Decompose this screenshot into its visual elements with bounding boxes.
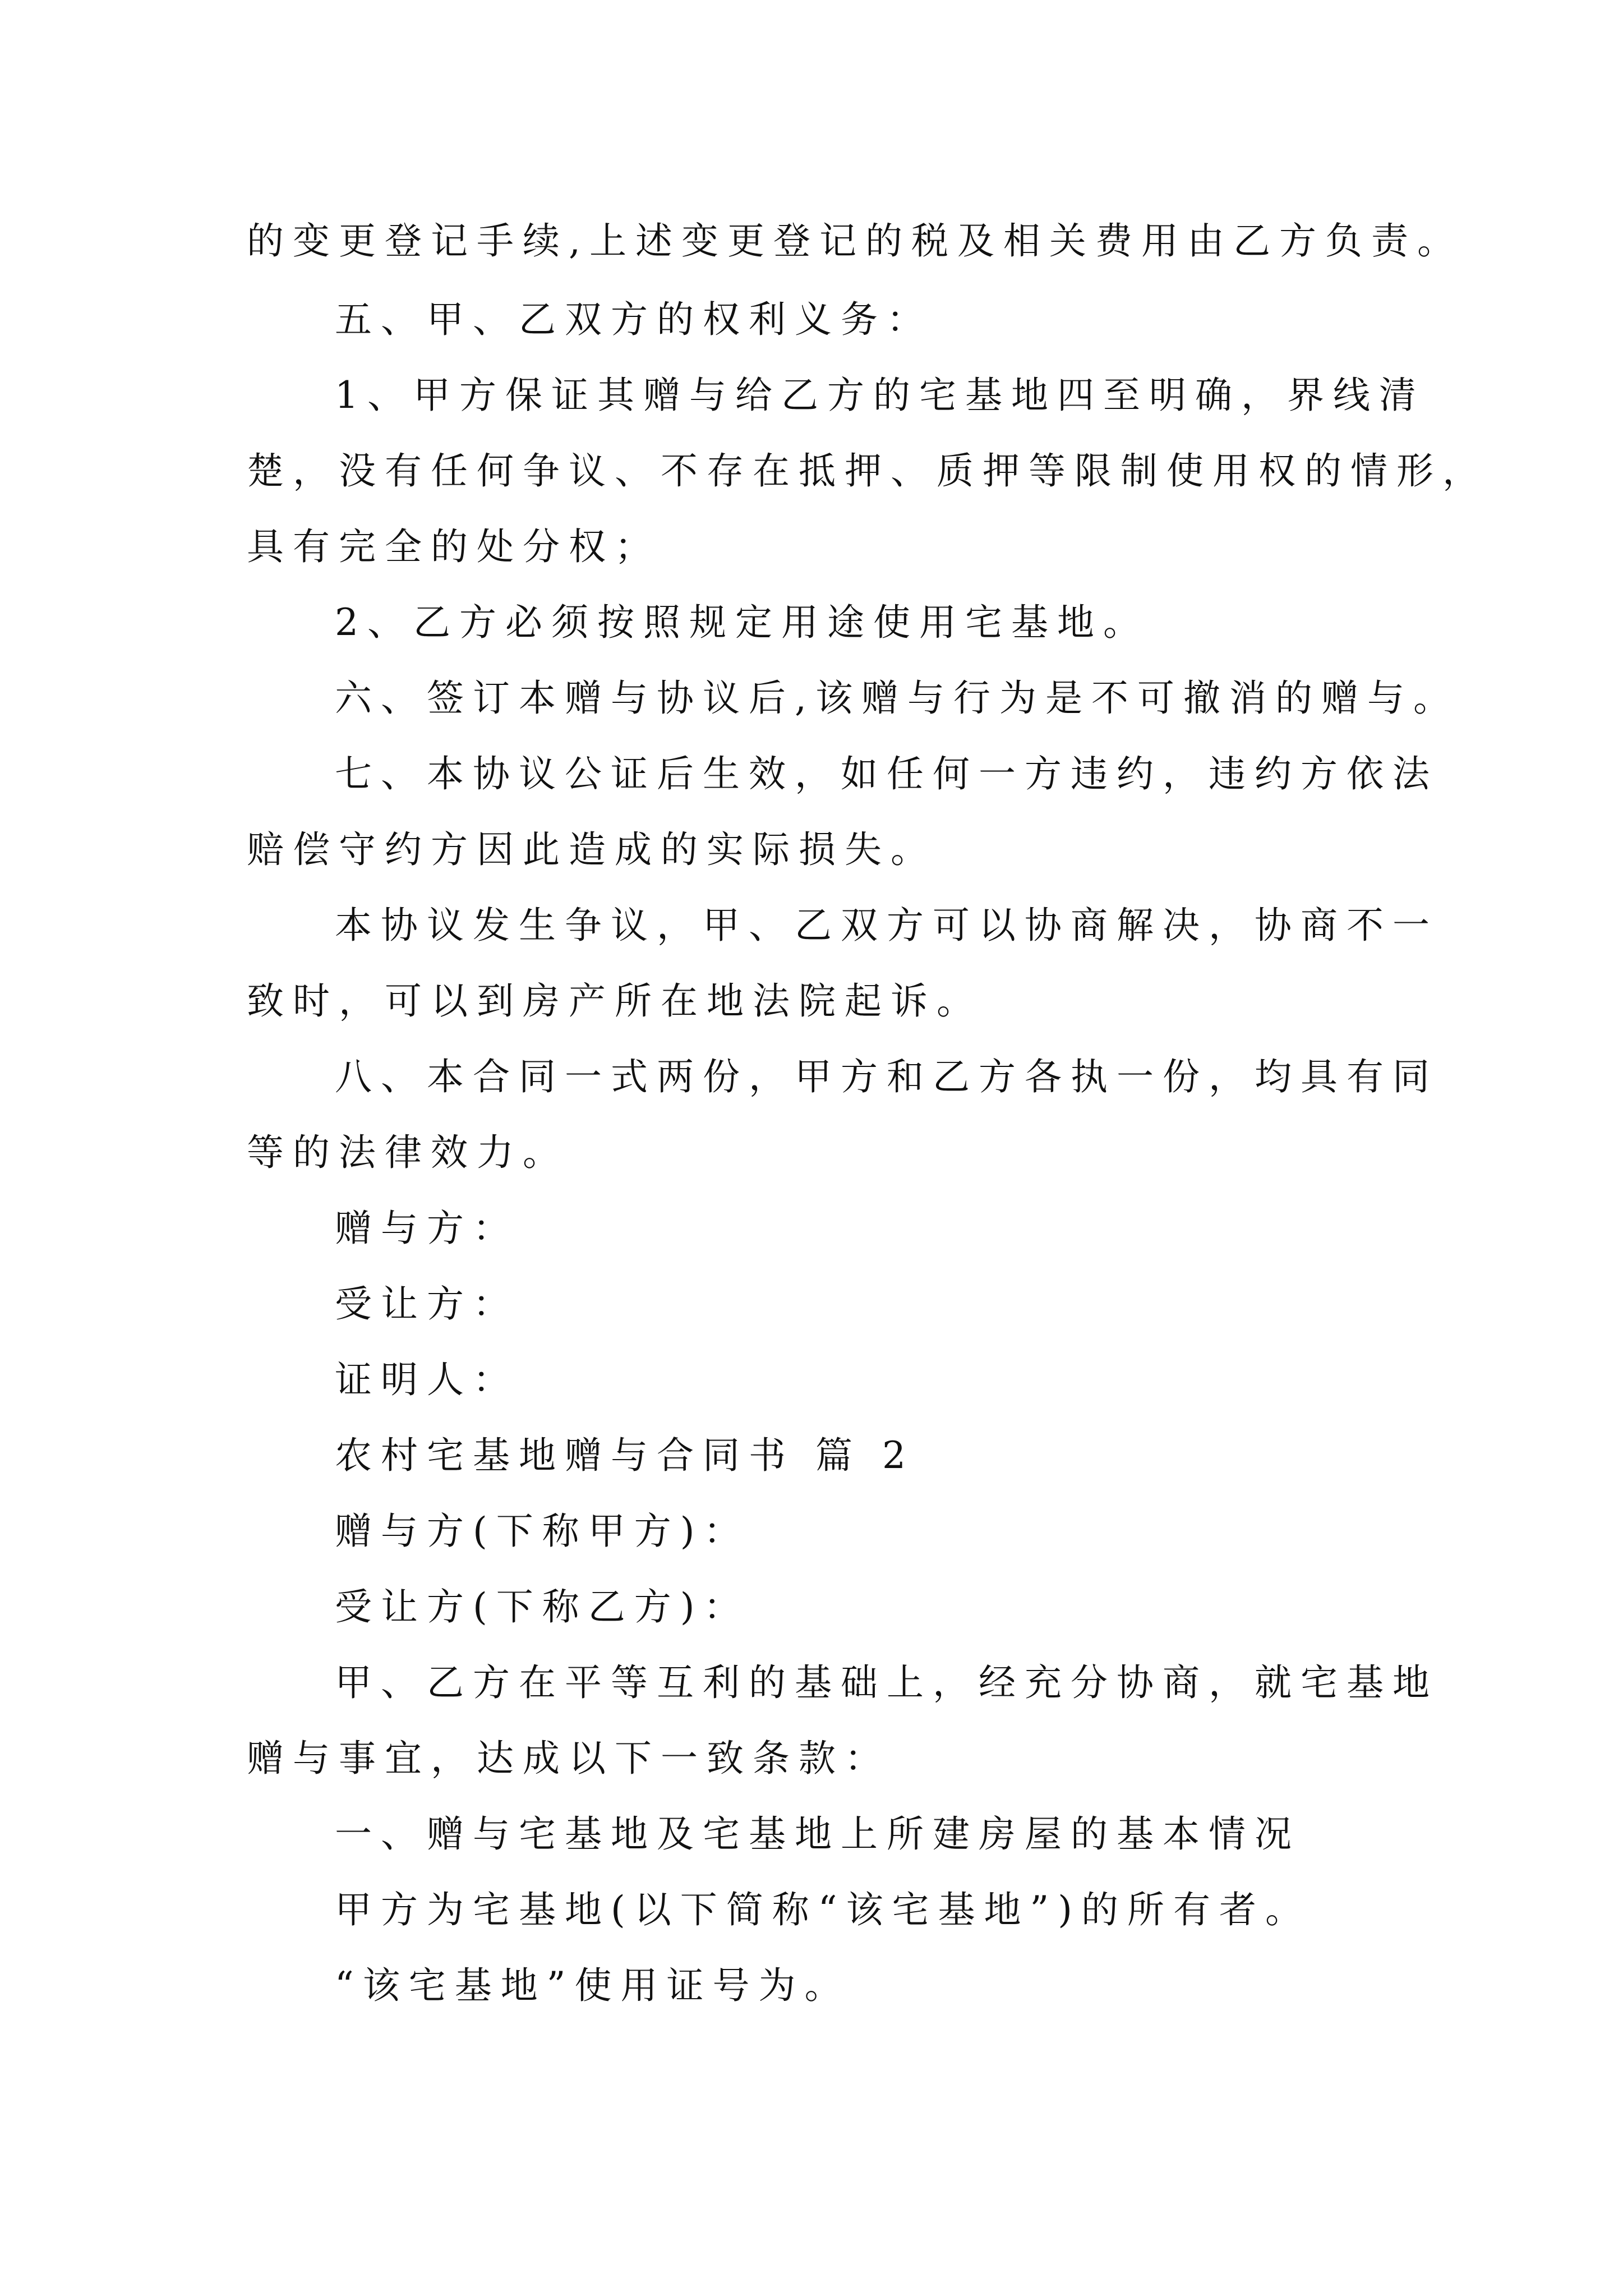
paragraph-line: 等的法律效力。: [247, 1131, 569, 1174]
paragraph-line: 2、乙方必须按照规定用途使用宅基地。: [335, 601, 1149, 644]
paragraph-line: “该宅基地”使用证号为。: [335, 1964, 851, 2007]
paragraph-line: 致时，可以到房产所在地法院起诉。: [247, 979, 983, 1023]
signature-field-witness: 证明人：: [335, 1358, 519, 1401]
paragraph-line: 的变更登记手续,上述变更登记的税及相关费用由乙方负责。: [247, 219, 1463, 263]
section-heading: 八、本合同一式两份，甲方和乙方各执一份，均具有同: [335, 1055, 1438, 1098]
paragraph-line: 赔偿守约方因此造成的实际损失。: [247, 828, 937, 871]
section-heading: 六、签订本赠与协议后,该赠与行为是不可撤消的赠与。: [335, 677, 1459, 720]
signature-field-recipient: 受让方：: [335, 1282, 519, 1326]
paragraph-line: 赠与事宜，达成以下一致条款：: [247, 1737, 891, 1780]
party-field-donor: 赠与方(下称甲方)：: [335, 1510, 750, 1553]
signature-field-donor: 赠与方：: [335, 1207, 519, 1250]
document-title: 农村宅基地赠与合同书 篇 2: [335, 1434, 915, 1477]
paragraph-line: 楚，没有任何争议、不存在抵押、质押等限制使用权的情形，: [247, 449, 1488, 493]
paragraph-line: 具有完全的处分权；: [247, 525, 661, 568]
section-heading: 一、赠与宅基地及宅基地上所建房屋的基本情况: [335, 1812, 1301, 1856]
paragraph-line: 本协议发生争议，甲、乙双方可以协商解决，协商不一: [335, 904, 1438, 947]
paragraph-line: 1、甲方保证其赠与给乙方的宅基地四至明确，界线清: [335, 374, 1425, 417]
party-field-recipient: 受让方(下称乙方)：: [335, 1585, 750, 1628]
section-heading: 五、甲、乙双方的权利义务：: [335, 298, 933, 341]
paragraph-line: 甲方为宅基地(以下简称“该宅基地”)的所有者。: [335, 1888, 1311, 1931]
section-heading: 七、本协议公证后生效，如任何一方违约，违约方依法: [335, 752, 1438, 795]
paragraph-line: 甲、乙方在平等互利的基础上，经充分协商，就宅基地: [335, 1661, 1438, 1704]
